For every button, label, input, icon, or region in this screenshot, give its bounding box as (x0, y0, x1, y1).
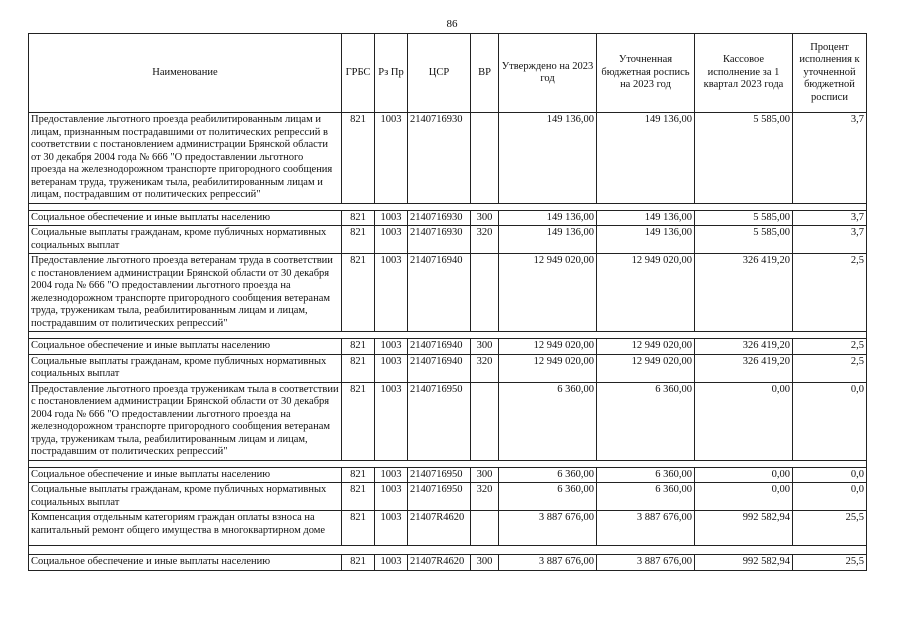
cell-refined: 12 949 020,00 (597, 354, 695, 382)
cell-grbs: 821 (342, 511, 375, 546)
table-header-row (29, 34, 867, 113)
cell-grbs: 821 (342, 555, 375, 571)
header-cash: Кассовое исполнение за 1 квартал 2023 года (695, 34, 793, 113)
cell-cash: 326 419,20 (695, 354, 793, 382)
cell-vr: 300 (471, 210, 499, 226)
cell-percent: 0,0 (793, 382, 867, 460)
header-name: Наименование (29, 34, 342, 113)
cell-rzpr: 1003 (375, 226, 408, 254)
cell-percent: 3,7 (793, 113, 867, 204)
cell-name: Предоставление льготного проезда ветеранам труда в соответствии с постановлением администрации Брянской области от 30 декабря 2004 года № 666 "О предоставлении льготного проезда на железнодорожном транспорте пригородного сообщения ветеранам труда, труженикам тыла, реабилитированным лицам и лицам, пострадавшим от политических репрессий" (29, 254, 342, 332)
page-number: 86 (446, 18, 458, 30)
cell-approved: 149 136,00 (499, 210, 597, 226)
cell-rzpr: 1003 (375, 555, 408, 571)
cell-percent: 3,7 (793, 226, 867, 254)
cell-refined: 6 360,00 (597, 467, 695, 483)
cell-refined: 149 136,00 (597, 210, 695, 226)
cell-cash: 5 585,00 (695, 210, 793, 226)
cell-percent: 2,5 (793, 354, 867, 382)
table-row (29, 226, 867, 254)
cell-refined: 6 360,00 (597, 382, 695, 460)
table-row (29, 467, 867, 483)
cell-grbs: 821 (342, 254, 375, 332)
cell-cash: 5 585,00 (695, 113, 793, 204)
header-refined: Уточненная бюджетная роспись на 2023 год (597, 34, 695, 113)
cell-name: Социальное обеспечение и иные выплаты населению (29, 555, 342, 571)
cell-csr: 2140716940 (408, 354, 471, 382)
cell-approved: 12 949 020,00 (499, 354, 597, 382)
header-percent: Процент исполнения к уточненной бюджетной росписи (793, 34, 867, 113)
cell-vr (471, 511, 499, 546)
cell-vr: 300 (471, 467, 499, 483)
cell-vr: 300 (471, 555, 499, 571)
cell-csr: 2140716940 (408, 339, 471, 355)
cell-name: Компенсация отдельным категориям граждан оплаты взноса на капитальный ремонт общего имущества в многоквартирном доме (29, 511, 342, 546)
cell-name: Социальное обеспечение и иные выплаты населению (29, 210, 342, 226)
cell-refined: 3 887 676,00 (597, 555, 695, 571)
cell-refined: 12 949 020,00 (597, 254, 695, 332)
cell-csr: 21407R4620 (408, 511, 471, 546)
cell-vr: 300 (471, 339, 499, 355)
cell-name: Социальные выплаты гражданам, кроме публичных нормативных социальных выплат (29, 354, 342, 382)
cell-cash: 992 582,94 (695, 511, 793, 546)
cell-rzpr: 1003 (375, 339, 408, 355)
cell-csr: 2140716930 (408, 113, 471, 204)
cell-percent: 3,7 (793, 210, 867, 226)
cell-refined: 6 360,00 (597, 483, 695, 511)
cell-vr (471, 382, 499, 460)
cell-vr (471, 254, 499, 332)
header-csr: ЦСР (408, 34, 471, 113)
cell-csr: 2140716950 (408, 467, 471, 483)
cell-percent: 25,5 (793, 555, 867, 571)
cell-refined: 12 949 020,00 (597, 339, 695, 355)
cell-rzpr: 1003 (375, 467, 408, 483)
cell-name: Социальное обеспечение и иные выплаты населению (29, 467, 342, 483)
table-row (29, 483, 867, 511)
table-row (29, 254, 867, 332)
cell-cash: 992 582,94 (695, 555, 793, 571)
header-approved: Утверждено на 2023 год (499, 34, 597, 113)
cell-cash: 326 419,20 (695, 254, 793, 332)
cell-cash: 5 585,00 (695, 226, 793, 254)
cell-rzpr: 1003 (375, 113, 408, 204)
cell-approved: 3 887 676,00 (499, 511, 597, 546)
cell-grbs: 821 (342, 226, 375, 254)
header-vr: ВР (471, 34, 499, 113)
header-grbs: ГРБС (342, 34, 375, 113)
table-row (29, 555, 867, 571)
cell-grbs: 821 (342, 382, 375, 460)
table-row (29, 210, 867, 226)
cell-grbs: 821 (342, 113, 375, 204)
cell-refined: 149 136,00 (597, 226, 695, 254)
cell-name: Предоставление льготного проезда труженикам тыла в соответствии с постановлением администрации Брянской области от 30 декабря 2004 года № 666 "О предоставлении льготного проезда на железнодорожном транспорте пригородного сообщения ветеранам труда, труженикам тыла, реабилитированным лицам и лицам, пострадавшим от политических репрессий" (29, 382, 342, 460)
cell-grbs: 821 (342, 210, 375, 226)
table-row (29, 382, 867, 460)
cell-cash: 0,00 (695, 467, 793, 483)
cell-approved: 6 360,00 (499, 382, 597, 460)
cell-vr: 320 (471, 354, 499, 382)
cell-refined: 149 136,00 (597, 113, 695, 204)
cell-vr (471, 113, 499, 204)
cell-percent: 2,5 (793, 339, 867, 355)
cell-approved: 149 136,00 (499, 226, 597, 254)
cell-cash: 0,00 (695, 382, 793, 460)
cell-csr: 21407R4620 (408, 555, 471, 571)
budget-table (28, 33, 867, 571)
cell-vr: 320 (471, 483, 499, 511)
cell-approved: 6 360,00 (499, 483, 597, 511)
cell-cash: 326 419,20 (695, 339, 793, 355)
cell-refined: 3 887 676,00 (597, 511, 695, 546)
cell-rzpr: 1003 (375, 483, 408, 511)
cell-csr: 2140716940 (408, 254, 471, 332)
cell-percent: 25,5 (793, 511, 867, 546)
cell-csr: 2140716950 (408, 382, 471, 460)
cell-rzpr: 1003 (375, 354, 408, 382)
cell-approved: 12 949 020,00 (499, 339, 597, 355)
cell-vr: 320 (471, 226, 499, 254)
cell-approved: 3 887 676,00 (499, 555, 597, 571)
cell-percent: 2,5 (793, 254, 867, 332)
cell-csr: 2140716930 (408, 210, 471, 226)
cell-approved: 6 360,00 (499, 467, 597, 483)
cell-rzpr: 1003 (375, 511, 408, 546)
table-row (29, 354, 867, 382)
cell-cash: 0,00 (695, 483, 793, 511)
cell-rzpr: 1003 (375, 210, 408, 226)
cell-approved: 149 136,00 (499, 113, 597, 204)
cell-name: Социальное обеспечение и иные выплаты населению (29, 339, 342, 355)
cell-csr: 2140716950 (408, 483, 471, 511)
cell-rzpr: 1003 (375, 254, 408, 332)
table-row (29, 511, 867, 546)
table-row (29, 113, 867, 204)
cell-grbs: 821 (342, 354, 375, 382)
cell-rzpr: 1003 (375, 382, 408, 460)
cell-grbs: 821 (342, 483, 375, 511)
cell-name: Социальные выплаты гражданам, кроме публичных нормативных социальных выплат (29, 226, 342, 254)
table-row (29, 339, 867, 355)
cell-grbs: 821 (342, 467, 375, 483)
cell-approved: 12 949 020,00 (499, 254, 597, 332)
cell-percent: 0,0 (793, 467, 867, 483)
cell-name: Социальные выплаты гражданам, кроме публичных нормативных социальных выплат (29, 483, 342, 511)
cell-grbs: 821 (342, 339, 375, 355)
header-rzpr: Рз Пр (375, 34, 408, 113)
cell-csr: 2140716930 (408, 226, 471, 254)
cell-name: Предоставление льготного проезда реабилитированным лицам и лицам, признанным пострадавшими от политических репрессий в соответствии с постановлением администрации Брянской области от 30 декабря 2004 года № 666 "О предоставлении льготного проезда на железнодорожном транспорте пригородного сообщения ветеранам труда, труженикам тыла, реабилитированным лицам и лицам, пострадавшим от политических репрессий" (29, 113, 342, 204)
cell-percent: 0,0 (793, 483, 867, 511)
